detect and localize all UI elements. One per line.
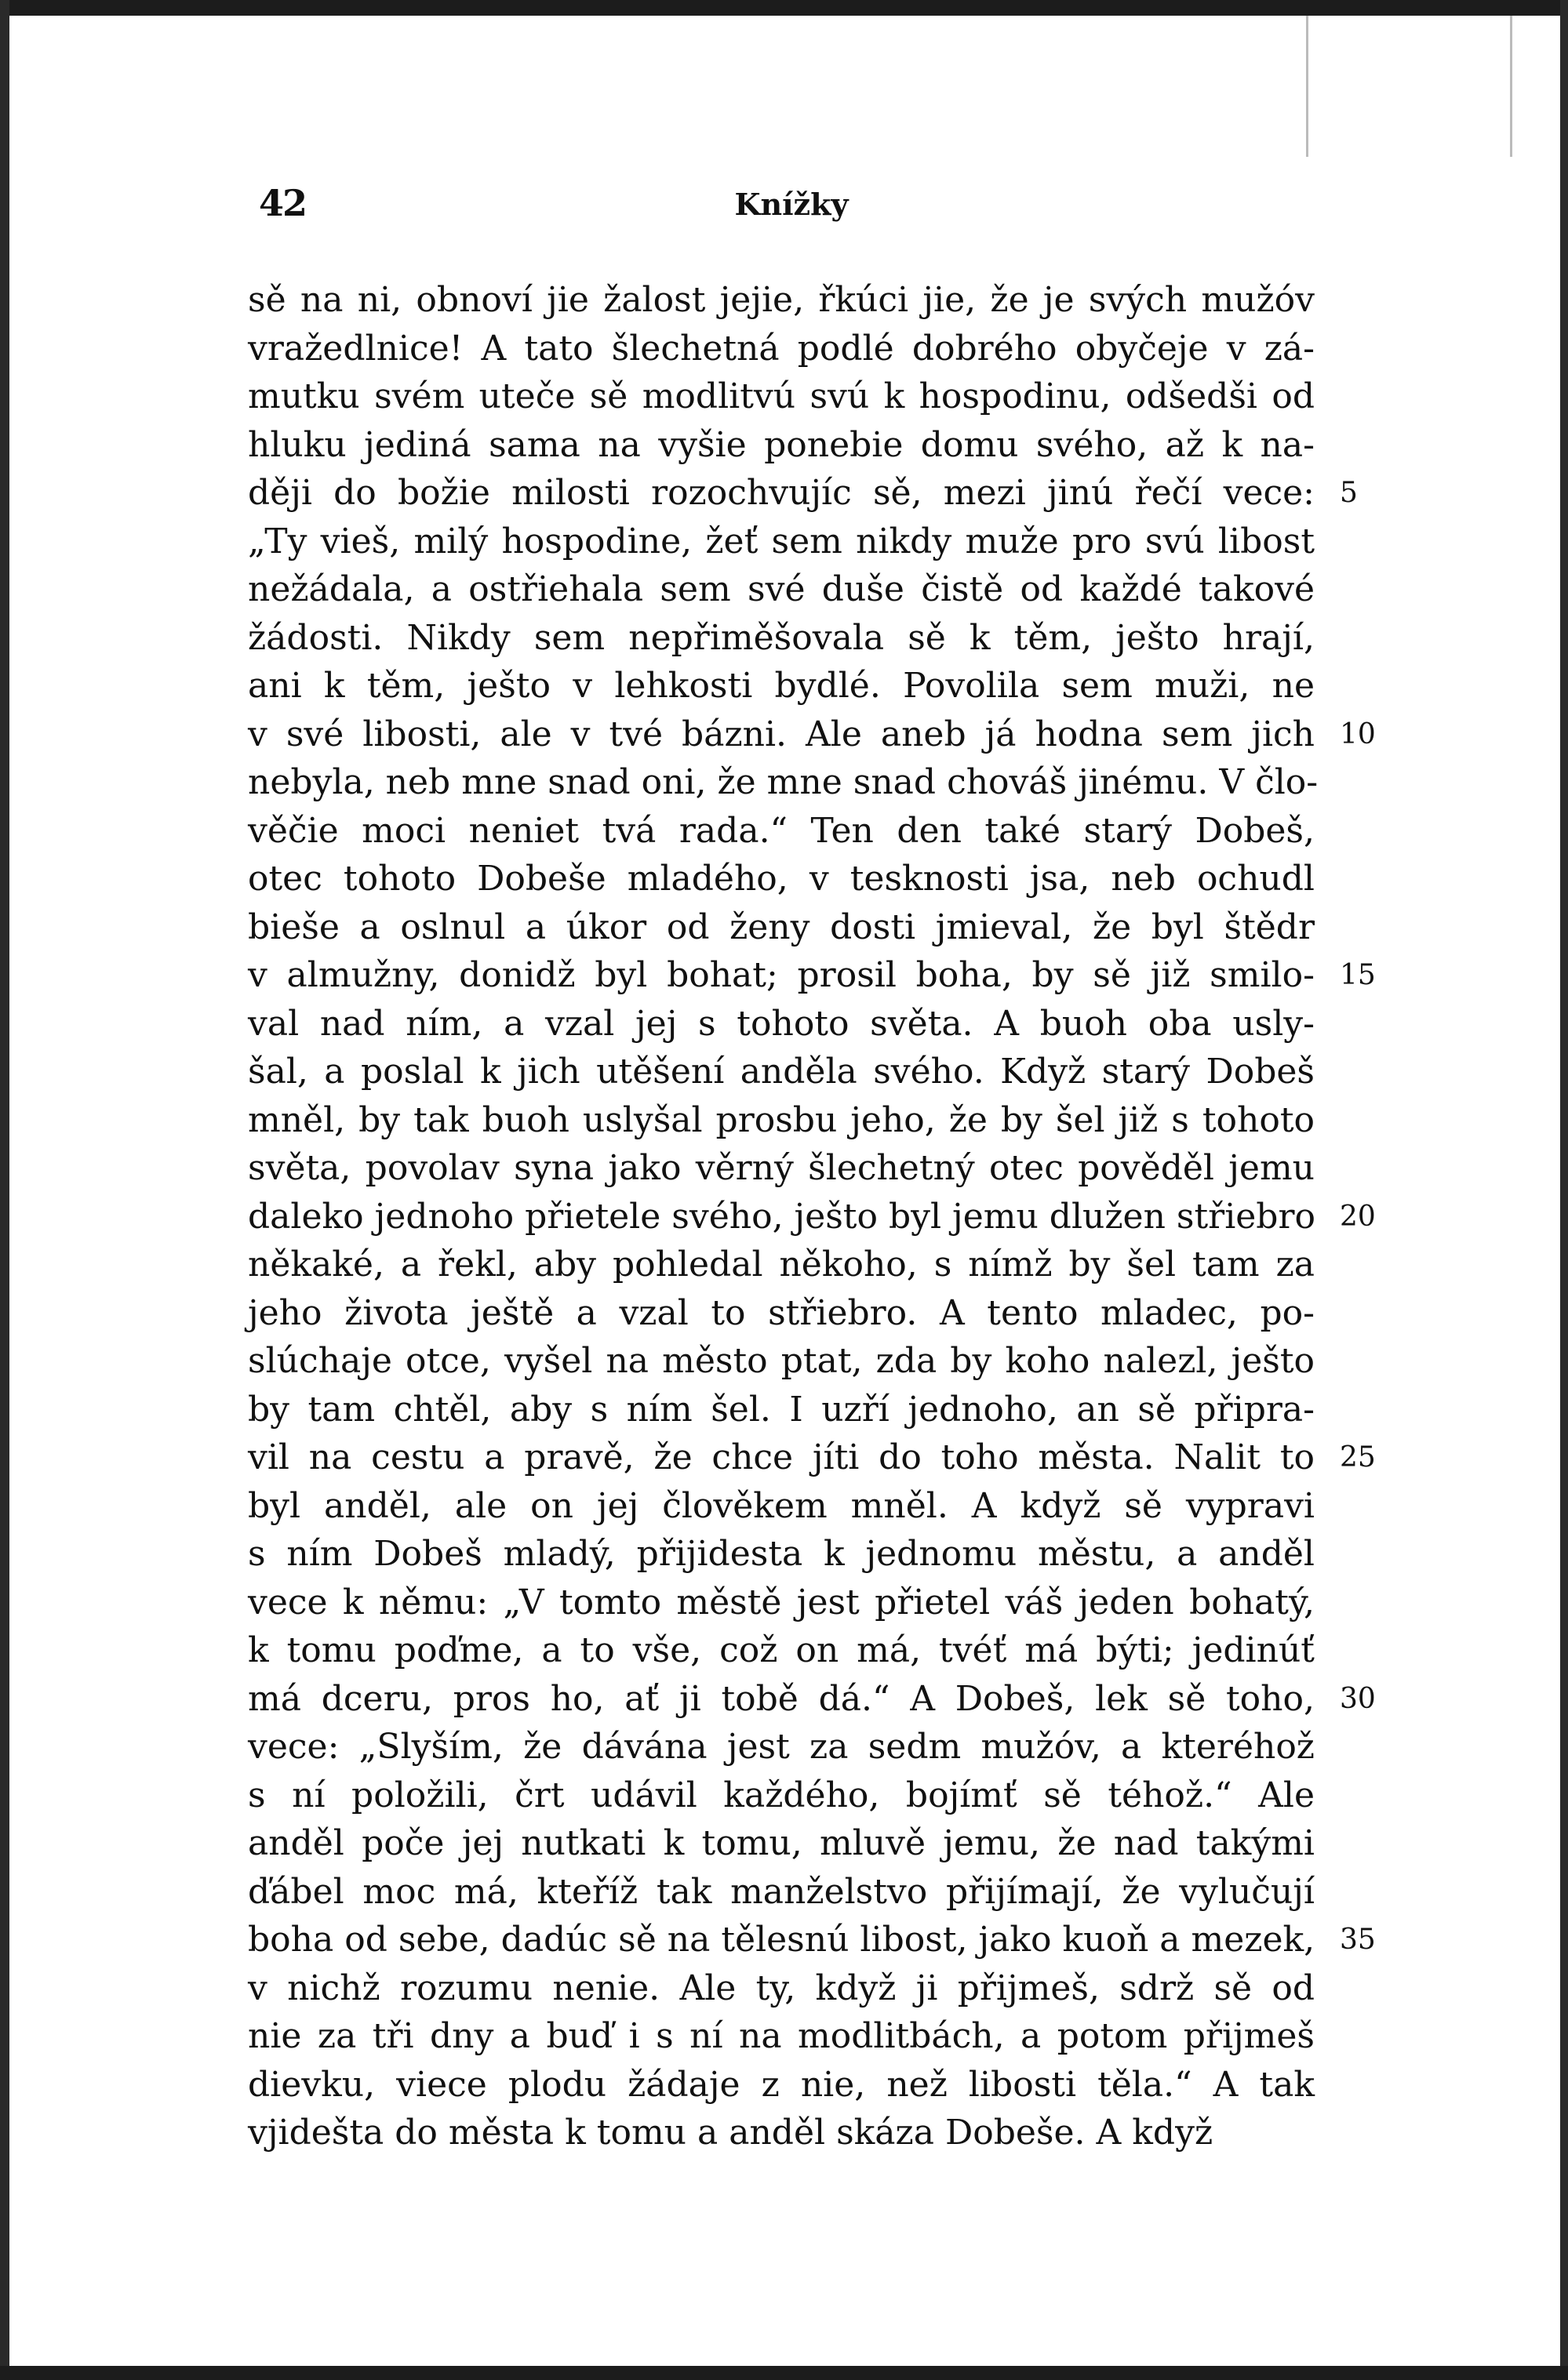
line-text: otec tohoto Dobeše mladého, v tesknosti jsa, neb ochudl [248, 859, 1315, 899]
line-text: „Ty vieš, milý hospodine, žeť sem nikdy muže pro svú libost [248, 521, 1315, 561]
line-text: sě na ni, obnoví jie žalost jejie, řkúci jie, že je svých mužóv [248, 280, 1315, 320]
text-line [248, 1386, 1315, 1434]
text-line [248, 1964, 1315, 2013]
text-line [248, 1675, 1376, 1724]
text-line [248, 1579, 1315, 1627]
line-text: vjidešta do města k tomu a anděl skáza Dobeše. A když [248, 2113, 1213, 2153]
line-text: s ní položili, črt udávil každého, bojímť sě téhož.“ Ale [248, 1775, 1315, 1815]
text-line [248, 1916, 1376, 1964]
running-head: Knížky [734, 187, 849, 222]
line-text: mutku svém uteče sě modlitvú svú k hospodinu, odšedši od [248, 376, 1315, 416]
scan-border-right [1560, 0, 1568, 2380]
text-line [248, 518, 1315, 566]
text-line [248, 469, 1358, 518]
line-text: vece: „Slyším, že dávána jest za sedm mužóv, a kteréhož [248, 1727, 1315, 1767]
line-text: světa, povolav syna jako věrný šlechetný otec pověděl jemu [248, 1148, 1315, 1188]
text-line [248, 903, 1315, 952]
scan-artifact [1306, 16, 1308, 157]
line-text: nebyla, neb mne snad oni, že mne snad chováš jinému. V člo- [248, 762, 1319, 802]
line-text: mněl, by tak buoh uslyšal prosbu jeho, že by šel již s tohoto [248, 1099, 1315, 1140]
body-text [248, 276, 1376, 2157]
line-text: ďábel moc má, kteříž tak manželstvo přijímají, že vylučují [248, 1871, 1315, 1912]
text-line [248, 1241, 1315, 1289]
line-text: v almužny, donidž byl bohat; prosil boha, by sě již smilo- [248, 955, 1315, 995]
text-line [248, 421, 1315, 470]
line-text: anděl poče jej nutkati k tomu, mluvě jemu, že nad takými [248, 1823, 1315, 1863]
line-text: nežádala, a ostřiehala sem své duše čistě od každé takové [248, 569, 1315, 609]
text-line [248, 372, 1315, 421]
line-text: vil na cestu a pravě, že chce jíti do toho města. Nalit to [248, 1437, 1315, 1477]
text-line [248, 758, 1319, 807]
text-line [248, 2109, 1315, 2157]
scan-border-top [0, 0, 1568, 16]
page-header [259, 182, 1324, 229]
text-line [248, 1144, 1315, 1193]
line-text: nie za tři dny a buď i s ní na modlitbách, a potom přijmeš [248, 2016, 1315, 2056]
page-number: 42 [259, 182, 307, 224]
text-line [248, 710, 1376, 759]
text-line [248, 662, 1315, 710]
text-line [248, 2061, 1315, 2109]
text-line [248, 2012, 1315, 2061]
text-line [248, 1000, 1315, 1048]
line-number: 30 [1340, 1682, 1376, 1715]
line-number: 10 [1340, 718, 1376, 750]
line-number: 25 [1340, 1441, 1376, 1473]
line-text: někaké, a řekl, aby pohledal někoho, s nímž by šel tam za [248, 1245, 1315, 1284]
line-text: žádosti. Nikdy sem nepřiměšovala sě k těm, ješto hrají, [248, 617, 1315, 658]
text-line [248, 951, 1376, 1000]
text-line [248, 1193, 1376, 1241]
line-text: v své libosti, ale v tvé bázni. Ale aneb já hodna sem jich [248, 714, 1315, 754]
line-text: v nichž rozumu nenie. Ale ty, když ji přijmeš, sdrž sě od [248, 1968, 1315, 2008]
line-text: dievku, viece plodu žádaje z nie, než libosti těla.“ A tak [248, 2064, 1315, 2105]
line-text: šal, a poslal k jich utěšení anděla svého. Když starý Dobeš [248, 1052, 1315, 1092]
line-text: hluku jediná sama na vyšie ponebie domu svého, až k na- [248, 424, 1315, 465]
text-line [248, 1482, 1315, 1531]
text-line [248, 1289, 1315, 1338]
scan-border-bottom [0, 2366, 1568, 2380]
text-line [248, 1337, 1315, 1386]
text-line [248, 807, 1315, 856]
line-number: 20 [1340, 1200, 1376, 1233]
text-line [248, 1819, 1315, 1868]
text-line [248, 855, 1315, 903]
line-number: 15 [1340, 959, 1376, 991]
line-text: ději do božie milosti rozochvujíc sě, mezi jinú řečí vece: [248, 473, 1315, 513]
line-text: k tomu poďme, a to vše, což on má, tvéť má býti; jedinúť [248, 1630, 1315, 1670]
line-text: ani k těm, ješto v lehkosti bydlé. Povolila sem muži, ne [248, 666, 1315, 706]
line-text: s ním Dobeš mladý, přijidesta k jednomu městu, a anděl [248, 1534, 1315, 1574]
line-number: 35 [1340, 1924, 1376, 1956]
text-line [248, 1868, 1315, 1917]
text-line [248, 1048, 1315, 1096]
line-text: boha od sebe, dadúc sě na tělesnú libost, jako kuoň a mezek, [248, 1920, 1315, 1960]
scan-artifact [1510, 16, 1512, 157]
line-text: daleko jednoho přietele svého, ješto byl jemu dlužen střiebro [248, 1196, 1315, 1237]
text-line [248, 1530, 1315, 1579]
text-line [248, 1433, 1376, 1482]
line-text: jeho života ještě a vzal to střiebro. A tento mladec, po- [248, 1292, 1315, 1333]
text-line [248, 565, 1315, 614]
text-line [248, 276, 1315, 325]
line-text: bieše a oslnul a úkor od ženy dosti jmieval, že byl štědr [248, 907, 1315, 947]
text-line [248, 614, 1315, 663]
text-line [248, 1626, 1315, 1675]
text-line [248, 1771, 1315, 1820]
text-line [248, 1723, 1315, 1771]
line-text: val nad ním, a vzal jej s tohoto světa. A buoh oba usly- [248, 1003, 1315, 1044]
text-line [248, 325, 1315, 373]
line-text: věčie moci neniet tvá rada.“ Ten den také starý Dobeš, [248, 810, 1315, 851]
line-text: by tam chtěl, aby s ním šel. I uzří jednoho, an sě připra- [248, 1389, 1315, 1430]
line-number: 5 [1340, 477, 1358, 509]
line-text: vražedlnice! A tato šlechetná podlé dobrého obyčeje v zá- [248, 328, 1315, 369]
line-text: byl anděl, ale on jej člověkem mněl. A když sě vypravi [248, 1485, 1315, 1526]
line-text: vece k němu: „V tomto městě jest přietel váš jeden bohatý, [248, 1582, 1315, 1622]
scan-border-left [0, 0, 9, 2380]
text-line [248, 1096, 1315, 1145]
line-text: slúchaje otce, vyšel na město ptat, zda by koho nalezl, ješto [248, 1341, 1315, 1381]
line-text: má dceru, pros ho, ať ji tobě dá.“ A Dobeš, lek sě toho, [248, 1678, 1315, 1719]
